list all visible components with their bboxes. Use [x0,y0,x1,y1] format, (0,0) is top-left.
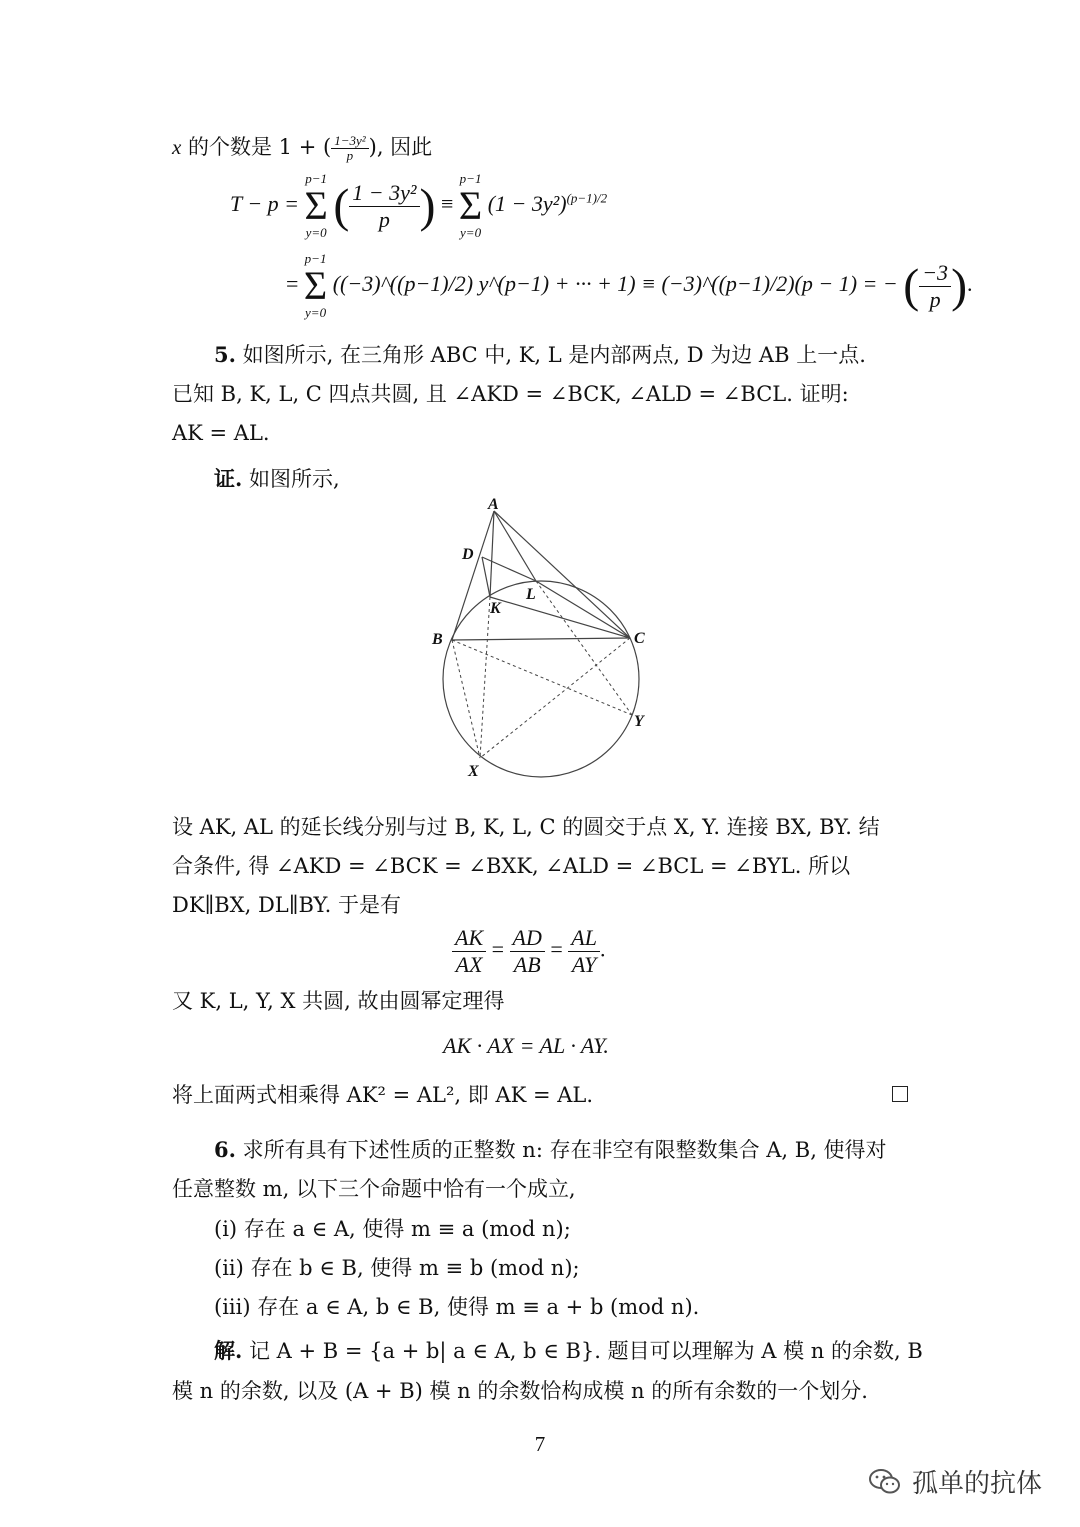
equation-ratio: $\frac{AK}{AX}$ = $\frac{AD}{AB}$ = $\frac{AL}{AY}$ . [452,925,605,978]
frac-den: AB [513,952,541,977]
problem-number: 6. [214,1137,236,1162]
problem-5-line-3: AK = AL. [172,421,270,445]
text-line-count [172,132,432,163]
label-k: K [490,600,501,617]
watermark-text: 孤单的抗体 [911,1469,1042,1499]
eq-lhs: T − p = [230,191,300,217]
line-lc [536,581,630,638]
solution-label: 解. [214,1338,243,1363]
qed-box [892,1086,908,1102]
problem-5-line-2: 已知 B, K, L, C 四点共圆, 且 ∠AKD = ∠BCK, ∠ALD = ∠BCL. 证明: [172,382,849,406]
sum-top: p−1 [459,171,482,186]
sum-symbol: p−1 Σ y=0 [304,171,328,240]
line-ly [536,581,632,715]
problem-6-line-1 [214,1135,887,1165]
sum-top: p−1 [305,171,328,186]
frac-num: 1−3y² [331,134,368,149]
proof-label: 证. [214,466,243,491]
line-kx [480,597,490,758]
label-b: B [432,631,443,648]
cocyclic-line: 又 K, L, Y, X 共圆, 故由圆幂定理得 [172,989,505,1013]
line-kc [490,597,630,638]
sum-top: p−1 [304,251,327,266]
solution-line-2: 模 n 的余数, 以及 (A + B) 模 n 的余数恰构成模 n 的所有余数的一个划分. [172,1379,868,1403]
label-a: A [488,496,499,513]
label-c: C [634,630,645,647]
problem-text: 如图所示, 在三角形 ABC 中, K, L 是内部两点, D 为边 AB 上一点. [242,343,866,367]
circumcircle [443,581,639,777]
problem-5-line-1 [214,340,866,370]
line-by [452,640,632,715]
line-ab [452,511,494,640]
label-x: X [468,763,479,780]
eq-sign: = [286,271,299,297]
condition-i: (i) 存在 a ∈ A, 使得 m ≡ a (mod n); [214,1217,571,1241]
problem-number: 5. [214,342,236,367]
sum-bottom: y=0 [460,225,482,240]
frac-num: 1 − 3y² [349,180,419,207]
proof-text: 如图所示, [249,467,340,491]
frac-num: AK [452,925,486,952]
frac-den: AY [571,952,597,977]
solution-line-1 [214,1336,923,1366]
line-al [494,511,536,581]
line-dl [482,557,536,581]
sum-bottom: y=0 [305,225,327,240]
equation-2: = p−1 Σ y=0 ((−3)^((p−1)/2) y^(p−1) + ··· + 1) ≡ (−3)^((p−1)/2)(p − 1) = − ( $\frac{-3}{p}$ ). [286,251,973,320]
exponent: (p−1)/2 [566,190,608,206]
frac-num: AD [510,925,545,952]
sum-bottom: y=0 [305,305,327,320]
eq-sign: = [491,936,505,962]
wechat-icon [868,1468,902,1496]
proof-intro [214,464,340,494]
line-bc [452,638,630,640]
var-x: x [172,135,182,159]
condition-iii: (iii) 存在 a ∈ A, b ∈ B, 使得 m ≡ a + b (mod n). [214,1295,700,1319]
line-text-2: ), 因此 [368,135,433,159]
para-line-2: 合条件, 得 ∠AKD = ∠BCK = ∠BXK, ∠ALD = ∠BCL = ∠BYL. 所以 [172,854,851,878]
eq-sign: = [550,936,563,962]
sum-symbol-2: p−1 Σ y=0 [458,171,483,240]
problem-text: 求所有具有下述性质的正整数 n: 存在非空有限整数集合 A, B, 使得对 [242,1138,887,1162]
condition-ii: (ii) 存在 b ∈ B, 使得 m ≡ b (mod n); [214,1256,580,1280]
sum-symbol: p−1 Σ y=0 [303,251,328,320]
line-cx [480,638,630,758]
label-d: D [462,546,474,563]
watermark [868,1463,1042,1500]
para-line-1: 设 AK, AL 的延长线分别与过 B, K, L, C 的圆交于点 X, Y. 连接 BX, BY. 结 [172,815,880,839]
geometry-figure [420,495,670,785]
line-ak [490,511,494,597]
multiply-line: 将上面两式相乘得 AK² = AL², 即 AK = AL. [172,1083,594,1107]
solution-text: 记 A + B = {a + b| a ∈ A, b ∈ B}. 题目可以理解为 A 模 n 的余数, B [249,1339,923,1363]
eq-body: ((−3)^((p−1)/2) y^(p−1) + ··· + 1) ≡ (−3)^((p−1)/2)(p − 1) = − [332,271,898,297]
frac-den: p [346,148,354,163]
page-number: 7 [534,1432,546,1456]
equation-power: AK · AX = AL · AY. [443,1033,609,1058]
fraction [349,180,419,233]
legendre-fraction [331,134,368,163]
line-bx [452,640,480,758]
para-line-3: DK∥BX, DL∥BY. 于是有 [172,893,402,917]
problem-6-line-2: 任意整数 m, 以下三个命题中恰有一个成立, [172,1177,576,1201]
equiv: ≡ [441,191,454,217]
label-l: L [526,586,536,603]
label-y: Y [634,713,644,730]
frac-num: AL [568,925,600,952]
term: (1 − 3y²) [487,191,567,217]
fraction [919,260,951,313]
equation-1: T − p = p−1 Σ y=0 ( $\frac{\text{1 − 3y²}}{p}$ ) ≡ p−1 Σ y=0 $(1 - 3y^2)^{(p-1)/2}$ [230,171,608,240]
frac-num: −3 [919,260,951,287]
frac-den: p [378,206,390,232]
frac-den: AX [455,952,483,977]
line-text: 的个数是 1 + ( [181,135,332,159]
line-dk [482,557,490,597]
line-ac [494,511,630,638]
frac-den: p [929,286,941,312]
